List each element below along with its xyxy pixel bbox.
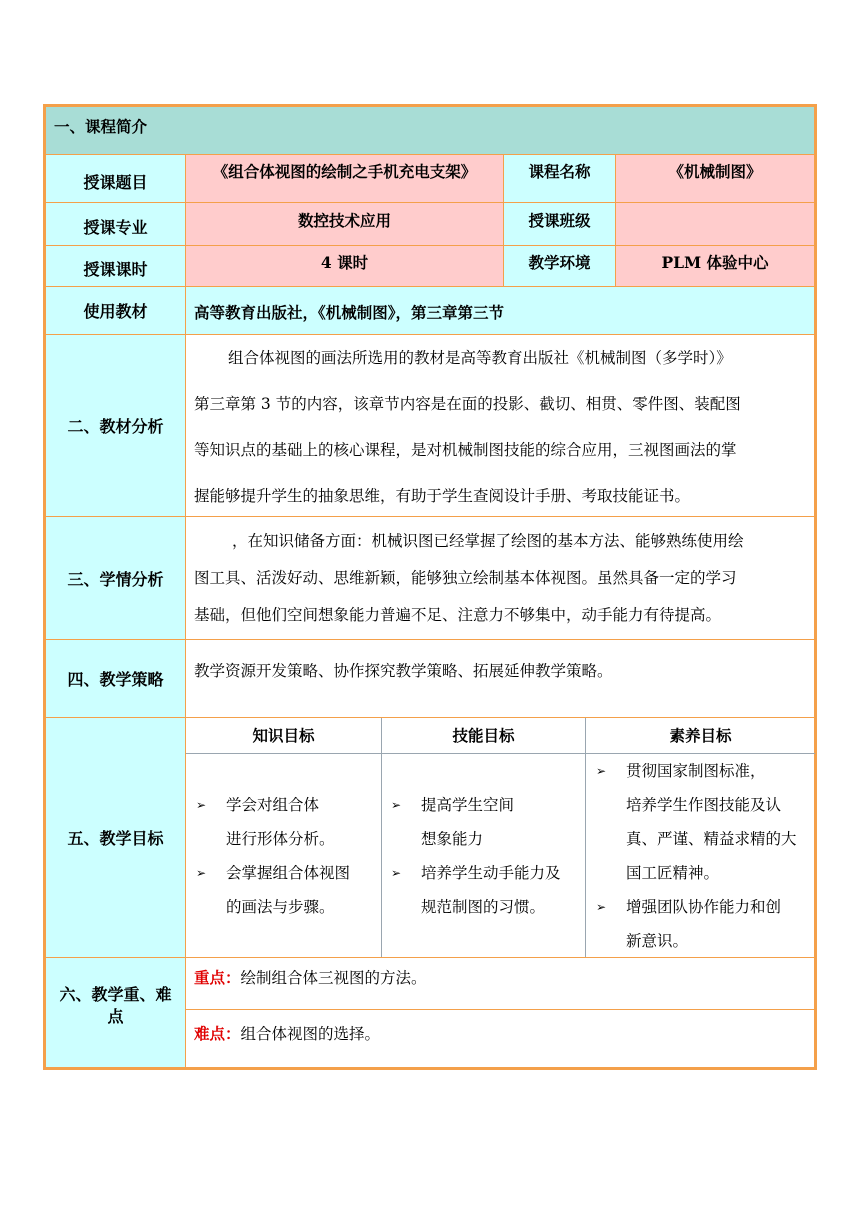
strategy-text: 教学资源开发策略、协作探究教学策略、拓展延伸教学策略。 <box>194 662 613 680</box>
analysis-line: 握能够提升学生的抽象思维，有助于学生查阅设计手册、考取技能证书。 <box>194 487 691 505</box>
students-line: ，在知识储备方面：机械识图已经掌握了绘图的基本方法、能够熟练使用绘 <box>232 532 744 550</box>
students-label: 三、学情分析 <box>46 516 185 639</box>
key-tag: 重点： <box>194 968 241 987</box>
keypoint-key-cell <box>185 957 814 1009</box>
keypoints-label: 六、教学重、难 点 <box>46 957 185 1067</box>
textbook-value: 高等教育出版社，《机械制图》，第三章第三节 <box>194 303 505 322</box>
analysis-line: 第三章第 3 节的内容，该章节内容是在面的投影、截切、相贯、零件图、装配图 <box>194 395 741 413</box>
goals-label: 五、教学目标 <box>46 717 185 957</box>
major-value: 数控技术应用 <box>297 211 391 230</box>
students-line: 基础，但他们空间想象能力普遍不足、注意力不够集中，动手能力有待提高。 <box>194 606 722 624</box>
knowledge-item: ➢ 学会对组合体 进行形体分析。 <box>196 796 335 848</box>
literacy-item: ➢ 贯彻国家制图标准， 培养学生作图技能及认 真、严谨、精益求精的大 国工匠精神。 <box>596 762 797 882</box>
topic-label: 授课题目 <box>46 154 185 202</box>
hours-label: 授课课时 <box>46 245 185 286</box>
course-value: 《机械制图》 <box>668 162 762 181</box>
class-label-cell <box>503 202 615 245</box>
students-content <box>185 516 814 639</box>
goals-header-knowledge: 知识目标 <box>252 726 315 745</box>
skill-item: ➢ 培养学生动手能力及 规范制图的习惯。 <box>391 864 561 916</box>
topic-value: 《组合体视图的绘制之手机充电支架》 <box>212 162 477 181</box>
literacy-item: ➢ 增强团队协作能力和创 新意识。 <box>596 898 782 950</box>
skill-item: ➢ 提高学生空间 想象能力 <box>391 796 515 848</box>
env-value-cell <box>615 245 814 286</box>
textbook-value-cell <box>185 286 814 334</box>
hours-value-cell <box>185 245 503 286</box>
env-value: PLM 体验中心 <box>661 253 769 272</box>
section1-title: 一、课程简介 <box>54 117 148 136</box>
major-label: 授课专业 <box>46 202 185 245</box>
topic-value-cell <box>185 154 503 202</box>
section-header-row <box>46 107 814 154</box>
course-value-cell <box>615 154 814 202</box>
lesson-plan-table <box>43 104 817 1070</box>
env-label: 教学环境 <box>528 253 591 272</box>
class-value-cell <box>615 202 814 245</box>
env-label-cell <box>503 245 615 286</box>
analysis-line: 组合体视图的画法所选用的教材是高等教育出版社《机械制图（多学时）》 <box>228 349 732 367</box>
strategy-content <box>185 639 814 717</box>
students-line: 图工具、活泼好动、思维新颖，能够独立绘制基本体视图。虽然具备一定的学习 <box>194 569 737 587</box>
keypoint-difficulty-cell <box>185 1009 814 1067</box>
analysis-label: 二、教材分析 <box>46 334 185 516</box>
difficulty-text: 组合体视图的选择。 <box>240 1025 381 1043</box>
goals-header-literacy: 素养目标 <box>669 726 732 745</box>
class-label: 授课班级 <box>528 211 591 230</box>
textbook-label: 使用教材 <box>46 286 185 334</box>
knowledge-item: ➢ 会掌握组合体视图 的画法与步骤。 <box>196 864 351 916</box>
analysis-line: 等知识点的基础上的核心课程，是对机械制图技能的综合应用，三视图画法的掌 <box>194 441 737 459</box>
course-label-cell <box>503 154 615 202</box>
strategy-label: 四、教学策略 <box>46 639 185 717</box>
hours-value: 4 课时 <box>320 253 369 272</box>
major-value-cell <box>185 202 503 245</box>
analysis-content <box>185 334 814 516</box>
difficulty-tag: 难点： <box>194 1024 241 1043</box>
course-label: 课程名称 <box>528 162 591 181</box>
goals-header-skill: 技能目标 <box>452 726 515 745</box>
key-text: 绘制组合体三视图的方法。 <box>240 969 427 987</box>
goals-content <box>185 717 814 957</box>
